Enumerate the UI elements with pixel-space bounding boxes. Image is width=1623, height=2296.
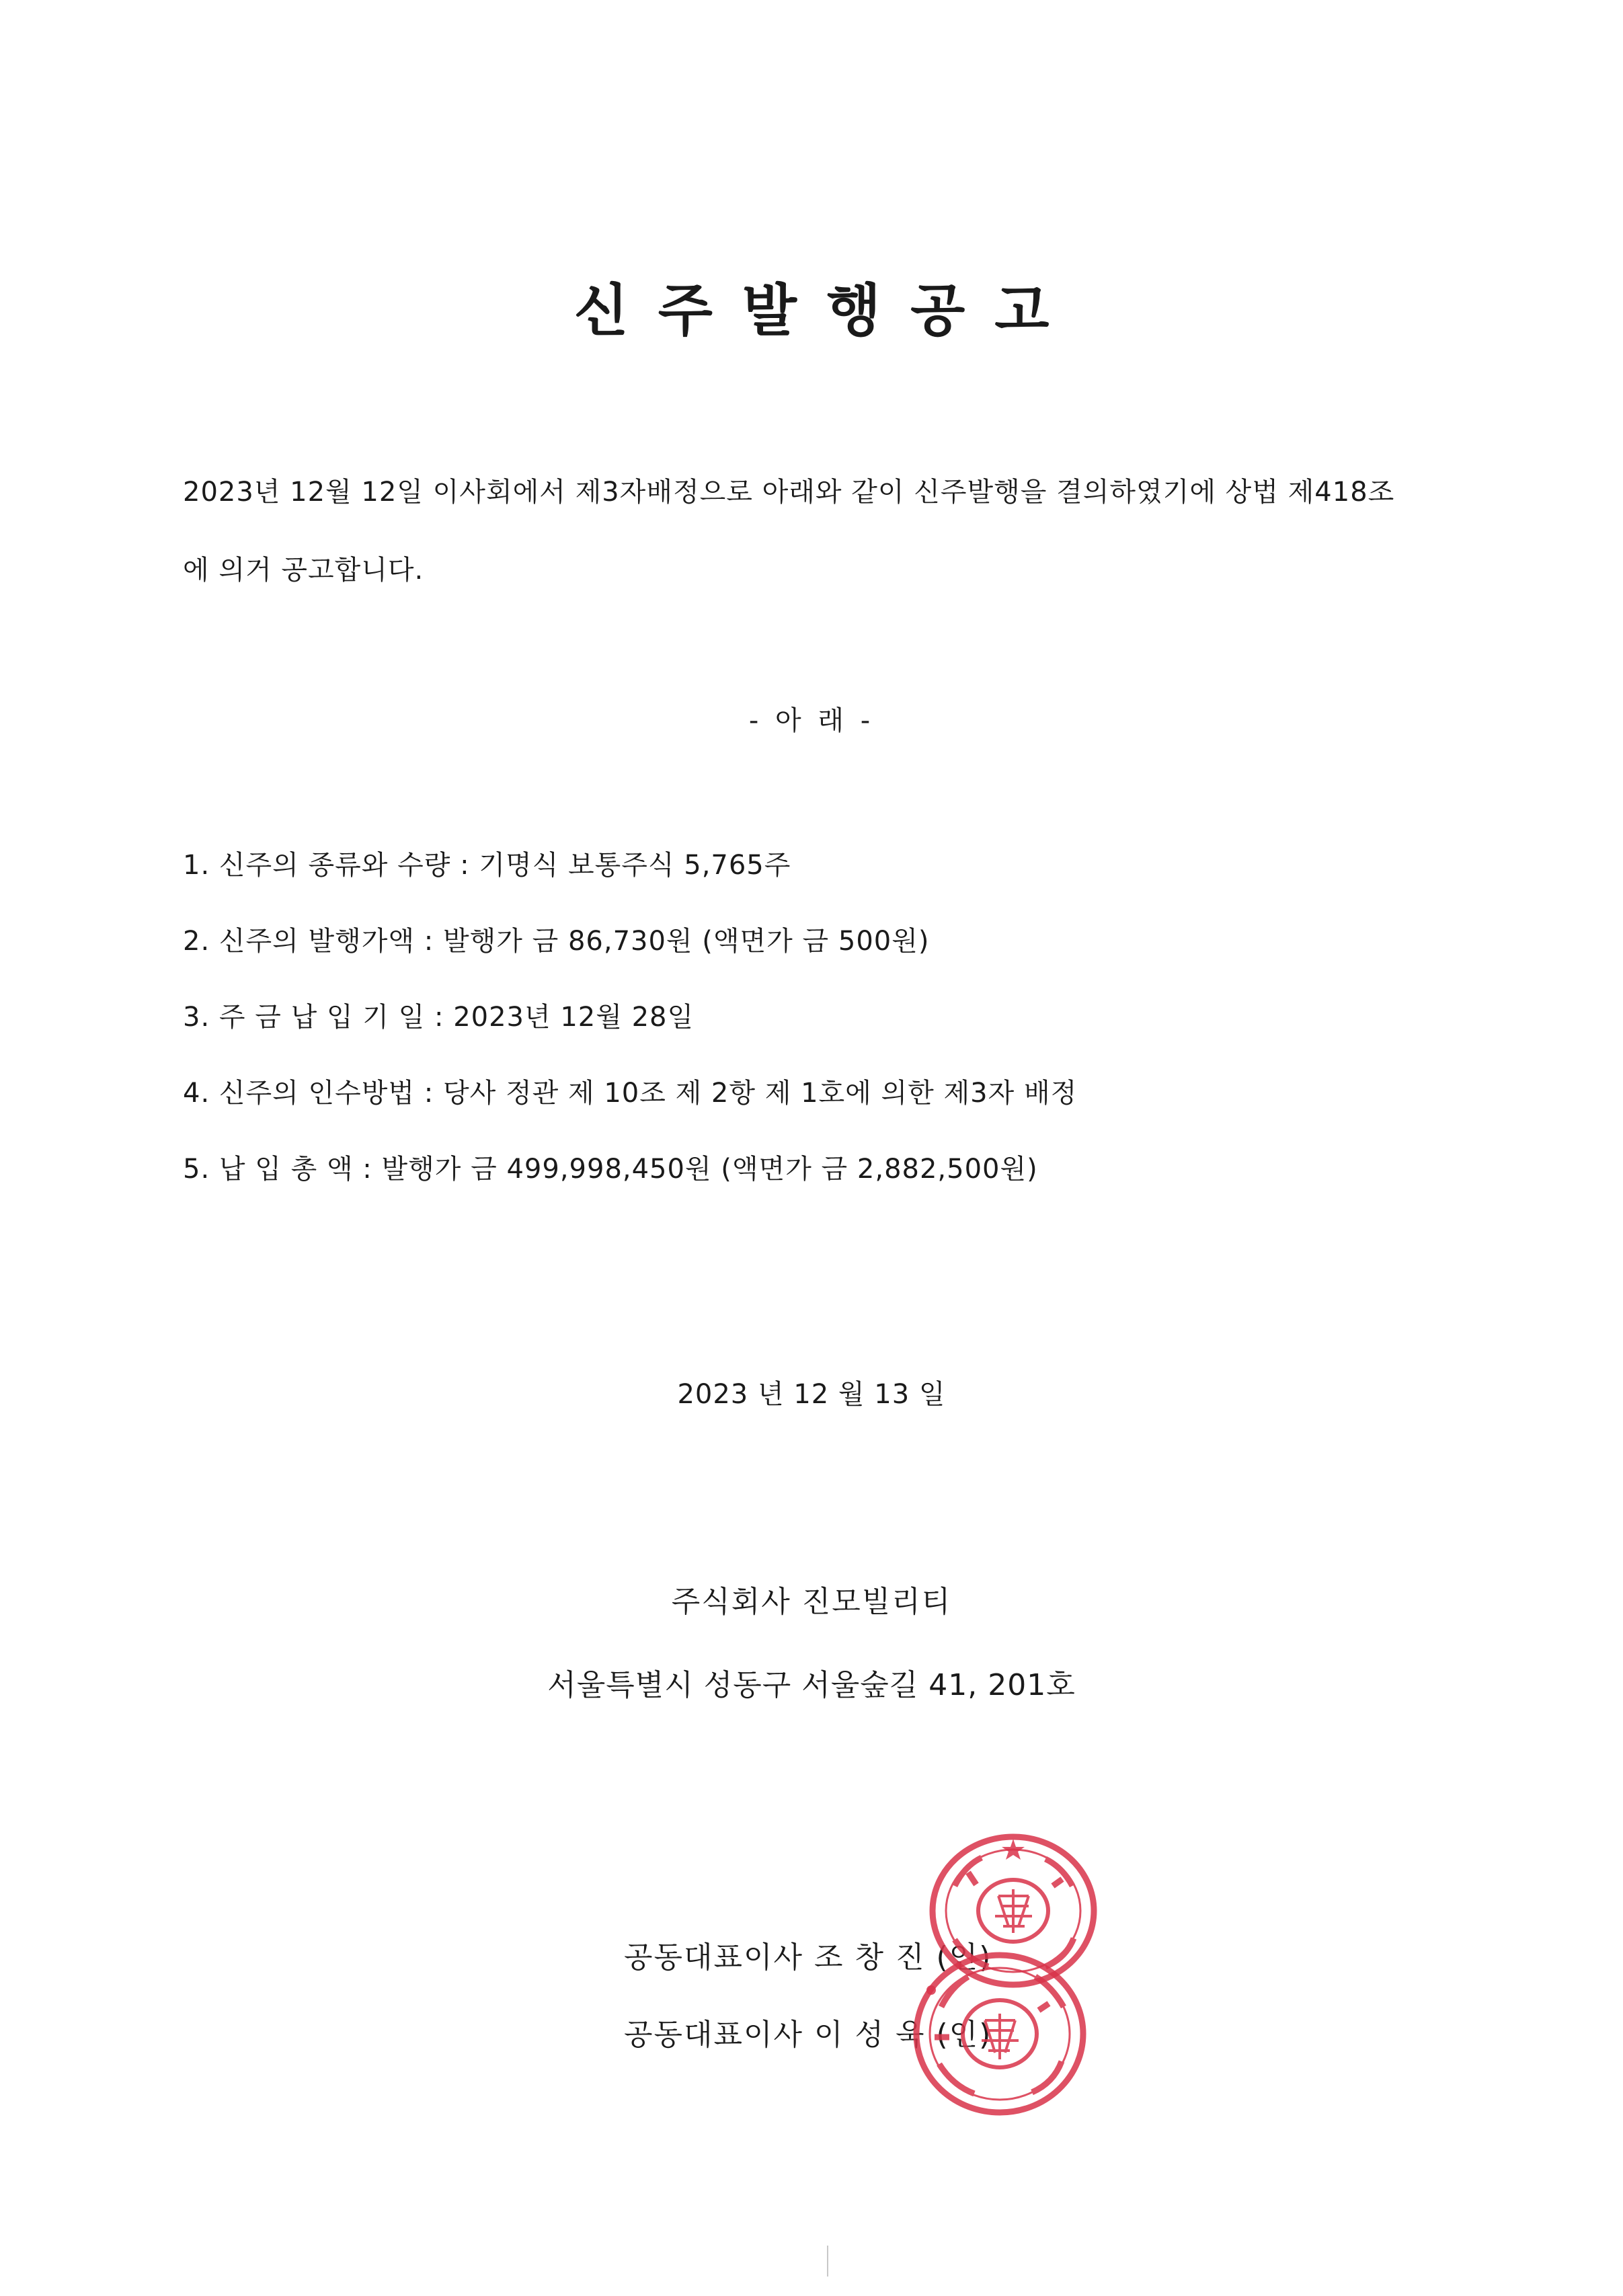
seal-stamp-icon (911, 1950, 1089, 2118)
below-heading: - 아 래 - (748, 705, 875, 736)
intro-text-line-2: 에 의거 공고합니다. (183, 555, 424, 586)
representative-1: 공동대표이사 조 창 진 (인) (624, 1940, 992, 1975)
list-item: 3. 주 금 납 입 기 일 : 2023년 12월 28일 (183, 1002, 695, 1033)
intro-text-line-1: 2023년 12월 12일 이사회에서 제3자배정으로 아래와 같이 신주발행을 결의하였기에 상법 제418조 (183, 477, 1395, 508)
list-item: 4. 신주의 인수방법 : 당사 정관 제 10조 제 2항 제 1호에 의한 제3자 배정 (183, 1078, 1078, 1109)
company-name: 주식회사 진모빌리티 (671, 1585, 952, 1619)
company-address: 서울특별시 성동구 서울숲길 41, 201호 (547, 1668, 1076, 1702)
list-item: 2. 신주의 발행가액 : 발행가 금 86,730원 (액면가 금 500원) (183, 926, 930, 957)
representative-2: 공동대표이사 이 성 욱 (인) (624, 2018, 992, 2052)
scan-mark (826, 2246, 830, 2277)
list-item: 1. 신주의 종류와 수량 : 기명식 보통주식 5,765주 (183, 850, 791, 881)
notice-date: 2023 년 12 월 13 일 (677, 1379, 946, 1410)
list-item: 5. 납 입 총 액 : 발행가 금 499,998,450원 (액면가 금 2,882,500원) (183, 1154, 1038, 1185)
document-title: 신주발행공고 (573, 278, 1079, 344)
